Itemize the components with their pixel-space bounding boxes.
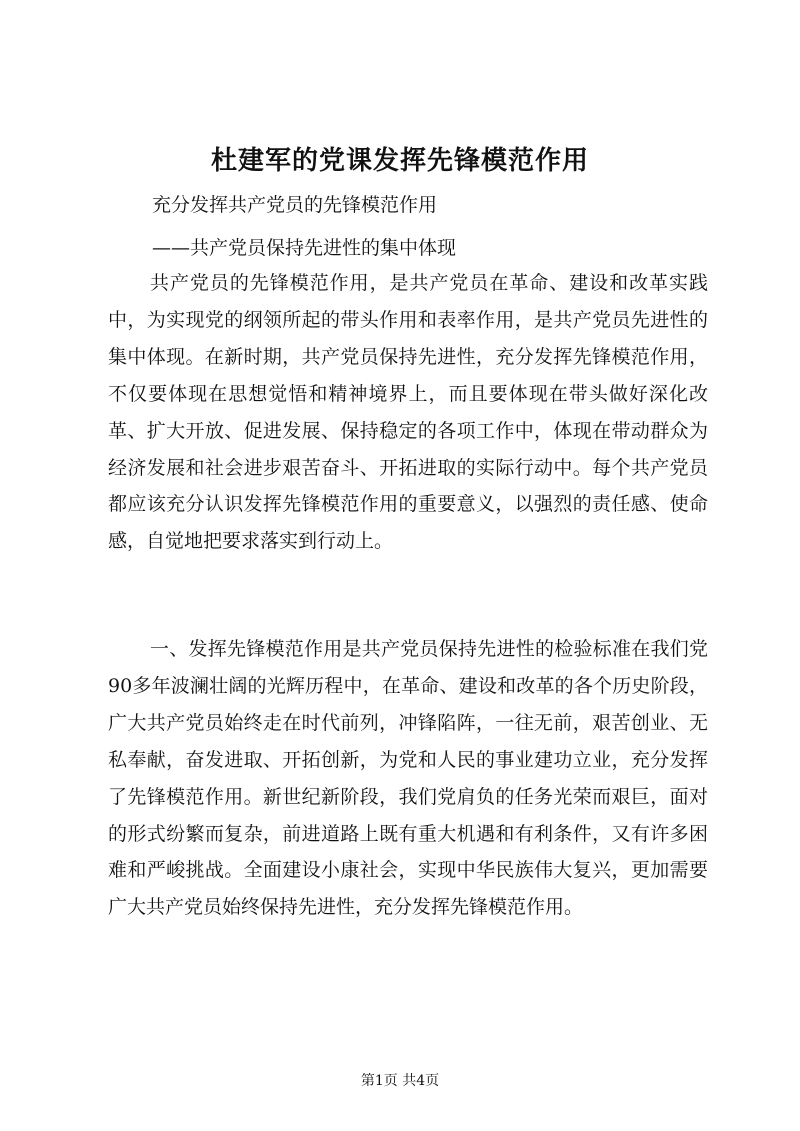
- document-title: 杜建军的党课发挥先锋模范作用: [210, 146, 589, 176]
- body-paragraph-2: 一、发挥先锋模范作用是共产党员保持先进性的检验标准在我们党90多年波澜壮阔的光辉历程中，在革命、建设和改革的各个历史阶段，广大共产党员始终走在时代前列，冲锋陷阵，一往无前，艰苦创业、无私奉献，奋发进取、开拓创新，为党和人民的事业建功立业，充分发挥了先锋模范作用。新世纪新阶段，我们党肩负的任务光荣而艰巨，面对的形式纷繁而复杂，前进道路上既有重大机遇和有利条件，又有许多困难和严峻挑战。全面建设小康社会，实现中华民族伟大复兴，更加需要广大共产党员始终保持先进性，充分发挥先锋模范作用。: [108, 638, 708, 919]
- section-heading: 充分发挥共产党员的先锋模范作用: [152, 194, 438, 216]
- section-subheading: ——共产党员保持先进性的集中体现: [152, 237, 457, 259]
- page-footer: 第1页 共4页: [360, 1073, 440, 1089]
- body-paragraph-1: 共产党员的先锋模范作用，是共产党员在革命、建设和改革实践中，为实现党的纲领所起的带头作用和表率作用，是共产党员先进性的集中体现。在新时期，共产党员保持先进性，充分发挥先锋模范作用，不仅要体现在思想觉悟和精神境界上，而且要体现在带头做好深化改革、扩大开放、促进发展、保持稳定的各项工作中，体现在带动群众为经济发展和社会进步艰苦奋斗、开拓进取的实际行动中。每个共产党员都应该充分认识发挥先锋模范作用的重要意义，以强烈的责任感、使命感，自觉地把要求落实到行动上。: [108, 272, 708, 553]
